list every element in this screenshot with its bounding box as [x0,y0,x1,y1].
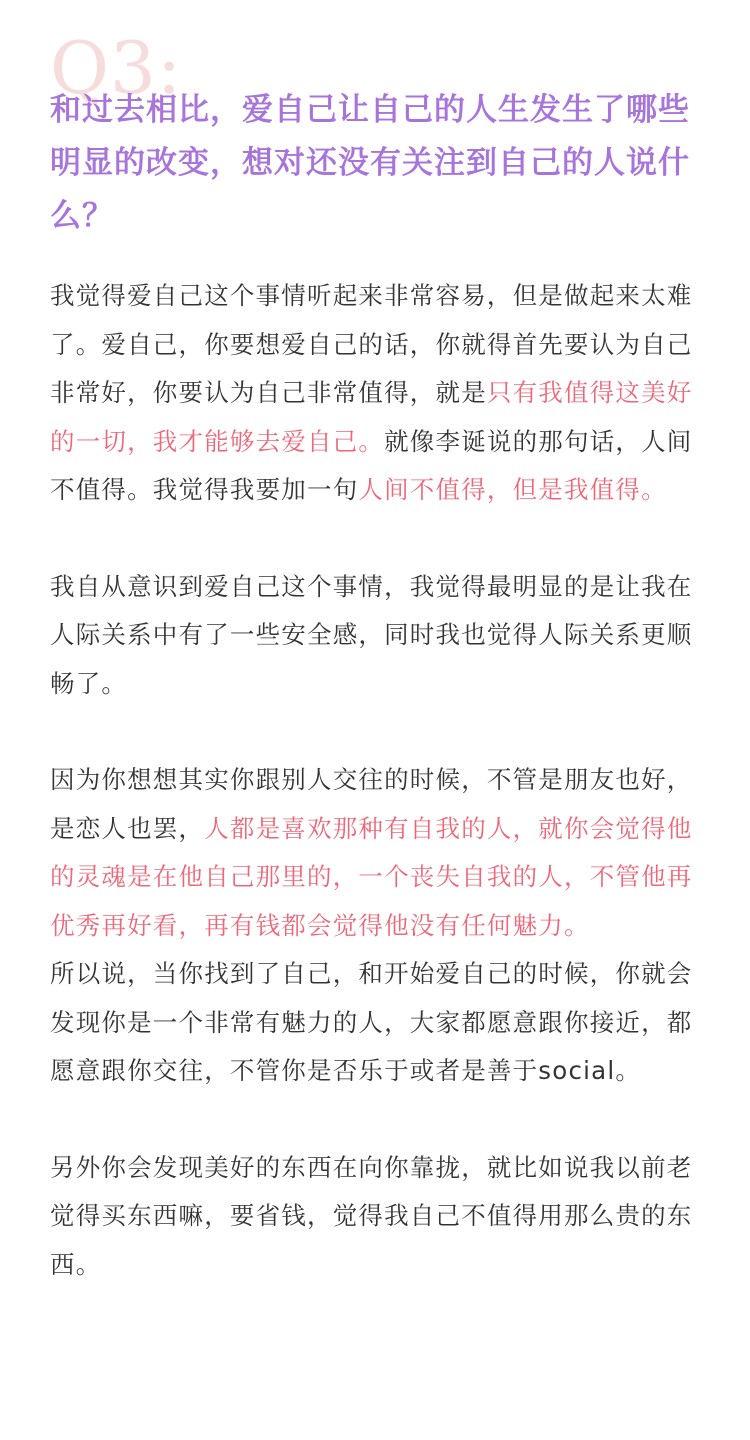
paragraph-3-highlight: 人都是喜欢那种有自我的人，就你会觉得他的灵魂是在他自己那里的，一个丧失自我的人，不管他再优秀再好看，再有钱都会觉得他没有任何魅力。 [50,813,693,940]
question-number-label: Q3: [50,26,183,110]
paragraph-1-highlight-a: 只有我值得这美好的一切，我才能够去爱自己。 [50,378,693,456]
paragraph-2-text: 我自从意识到爱自己这个事情，我觉得最明显的是让我在人际关系中有了一些安全感，同时我也觉得人际关系更顺畅了。 [50,571,693,698]
paragraph-5-text: 另外你会发现美好的东西在向你靠拢，就比如说我以前老觉得买东西嘛，要省钱，觉得我自己不值得用那么贵的东西。 [50,1152,693,1279]
paragraph-1 [50,272,705,515]
paragraph-3 [50,756,705,950]
paragraph-3-text: 因为你想想其实你跟别人交往的时候，不管是朋友也好，是恋人也罢， [50,765,693,843]
paragraph-4 [50,950,705,1096]
paragraph-5 [50,1144,705,1290]
paragraph-1-text-a: 我觉得爱自己这个事情听起来非常容易，但是做起来太难了。爱自己，你要想爱自己的话，你就得首先要认为自己非常好，你要认为自己非常值得，就是 [50,281,693,407]
article-body [50,272,705,1289]
paragraph-2 [50,563,705,709]
question-heading: 和过去相比，爱自己让自己的人生发生了哪些明显的改变，想对还没有关注到自己的人说什么？ [50,92,690,234]
paragraph-1-highlight-b: 人间不值得，但是我值得。 [358,475,667,504]
paragraph-1-text-b: 就像李诞说的那句话，人间不值得。我觉得我要加一句 [50,426,693,504]
paragraph-4-text: 所以说，当你找到了自己，和开始爱自己的时候，你就会发现你是一个非常有魅力的人，大家都愿意跟你接近，都愿意跟你交往，不管你是否乐于或者是善于social。 [50,959,693,1085]
